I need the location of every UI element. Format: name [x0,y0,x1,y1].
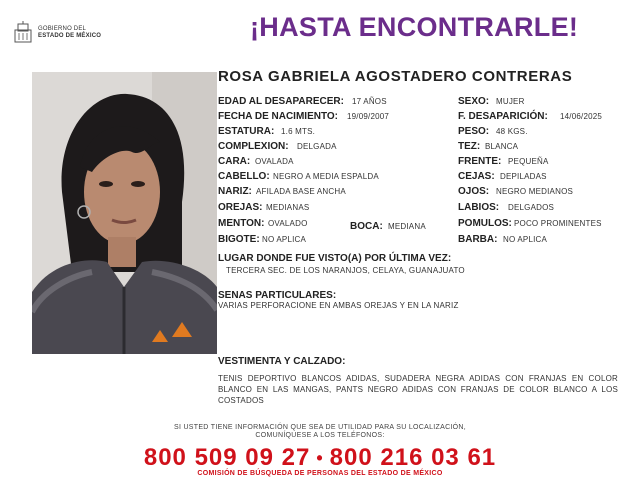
gov-line-1: GOBIERNO DEL [38,26,87,32]
last-seen-text: TERCERA SEC. DE LOS NARANJOS, CELAYA, GUANAJUATO [226,266,465,275]
sexo-label: SEXO: [458,96,490,107]
clothing-text: TENIS DEPORTIVO BLANCOS ADIDAS, SUDADERA NEGRA ADIDAS CON FRANJAS EN COLOR BLANCO EN LAS MANGAS, PANTS NEGRO ADIDAS CON FRANJAS DE COLOR BLANCO A LOS COSTADOS [218,374,618,405]
orejas-label: OREJAS: [218,202,263,213]
fecha-nac-label: FECHA DE NACIMIENTO: [218,111,338,122]
cara-value: OVALADA [255,157,294,166]
f-desap-label: F. DESAPARICIÓN: [458,111,548,122]
gov-line-2: ESTADO DE MÉXICO [38,33,102,39]
ojos-label: OJOS: [458,186,490,197]
cara-label: CARA: [218,156,251,167]
pomulos-value: POCO PROMINENTES [514,219,602,228]
labios-value: DELGADOS [508,203,555,212]
portrait-illustration [32,72,217,354]
boca-label: BOCA: [350,221,383,232]
cabello-label: CABELLO: [218,171,270,182]
barba-value: NO APLICA [503,235,548,244]
person-name: ROSA GABRIELA AGOSTADERO CONTRERAS [218,68,573,85]
commission-name: COMISIÓN DE BÚSQUEDA DE PERSONAS DEL ESTADO DE MÉXICO [197,470,443,477]
menton-label: MENTON: [218,218,265,229]
edad-label: EDAD AL DESAPARECER: [218,96,344,107]
edad-value: 17 AÑOS [352,97,387,106]
peso-value: 48 KGS. [496,127,528,136]
phone-2[interactable]: 800 216 03 61 [329,444,497,471]
sexo-value: MUJER [496,97,525,106]
bigote-value: NO APLICA [262,235,307,244]
ojos-value: NEGRO MEDIANOS [496,187,574,196]
estatura-label: ESTATURA: [218,126,275,137]
cejas-value: DEPILADAS [500,172,547,181]
estatura-value: 1.6 MTS. [281,127,316,136]
complexion-label: COMPLEXION: [218,141,289,152]
peso-label: PESO: [458,126,490,137]
headline: ¡HASTA ENCONTRARLE! [250,12,579,42]
menton-value: OVALADO [268,219,308,228]
tez-label: TEZ: [458,141,481,152]
nariz-value: AFILADA BASE ANCHA [256,187,346,196]
footer-note-line-1: SI USTED TIENE INFORMACIÓN QUE SEA DE UTILIDAD PARA SU LOCALIZACIÓN, [173,424,467,431]
frente-value: PEQUEÑA [508,157,549,166]
missing-person-photo [32,72,217,354]
phone-numbers [0,444,640,472]
cejas-label: CEJAS: [458,171,495,182]
pomulos-label: POMULOS: [458,218,512,229]
tez-value: BLANCA [485,142,519,151]
labios-label: LABIOS: [458,202,500,213]
clothing-label: VESTIMENTA Y CALZADO: [218,356,346,367]
frente-label: FRENTE: [458,156,502,167]
last-seen-label: LUGAR DONDE FUE VISTO(A) POR ÚLTIMA VEZ: [218,253,452,264]
fecha-nac-value: 19/09/2007 [347,112,390,121]
state-seal-icon [12,20,34,44]
cabello-value: NEGRO A MEDIA ESPALDA [273,172,379,181]
phone-1[interactable]: 800 509 09 27 [143,444,311,471]
orejas-value: MEDIANAS [266,203,310,212]
marks-text: VARIAS PERFORACIONE EN AMBAS OREJAS Y EN LA NARIZ [218,301,459,310]
government-logo [12,20,122,46]
complexion-value: DELGADA [297,142,337,151]
f-desap-value: 14/06/2025 [560,112,603,121]
footer-note-line-2: COMUNÍQUESE A LOS TELÉFONOS: [255,432,385,439]
boca-value: MEDIANA [388,222,426,231]
bigote-label: BIGOTE: [218,234,260,245]
nariz-label: NARIZ: [218,186,252,197]
barba-label: BARBA: [458,234,498,245]
marks-label: SENAS PARTICULARES: [218,290,337,301]
separator-dot: • [316,448,324,469]
